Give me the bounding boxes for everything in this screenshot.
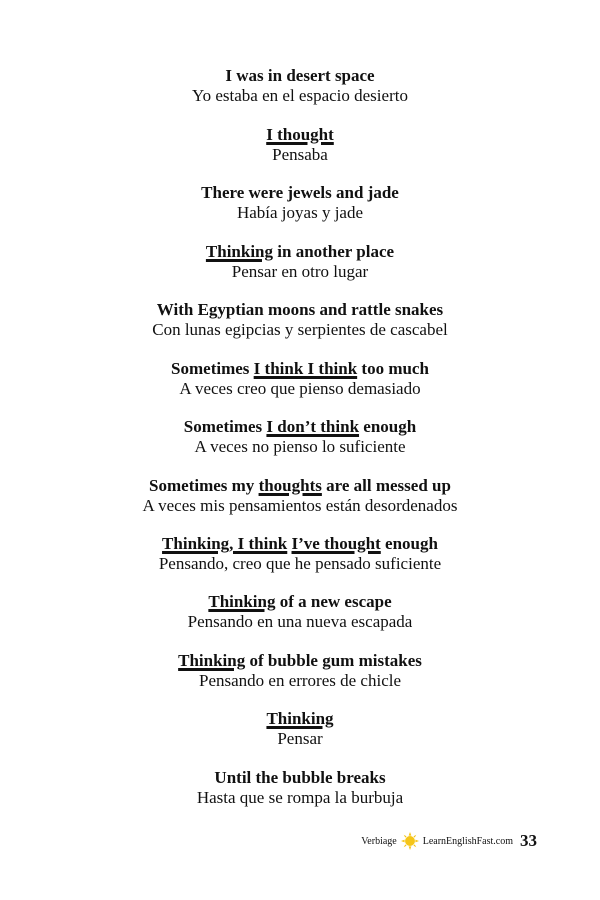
stanza: [0, 534, 600, 574]
spanish-translation: Hasta que se rompa la burbuja: [196, 788, 404, 807]
spanish-translation: Pensando, creo que he pensado suficiente: [158, 554, 442, 573]
english-line: [0, 709, 600, 729]
footer-website: LearnEnglishFast.com: [422, 835, 513, 847]
underlined-phrase: Thinking: [205, 242, 274, 261]
spanish-translation: Había joyas y jade: [236, 203, 364, 222]
spanish-translation: Pensando en errores de chicle: [198, 671, 402, 690]
underlined-phrase: I think I think: [253, 359, 358, 378]
underlined-phrase: Thinking: [266, 709, 334, 728]
spanish-translation: A veces creo que pienso demasiado: [179, 379, 421, 398]
spanish-translation: A veces mis pensamientos están desordenados: [142, 496, 458, 515]
spanish-translation: Pensar en otro lugar: [231, 262, 369, 281]
underlined-phrase: I thought: [266, 125, 334, 144]
english-line: [0, 66, 600, 86]
line-text: I was in desert space: [225, 66, 375, 85]
line-text: in another place: [273, 242, 395, 261]
stanza: [0, 417, 600, 457]
stanza: [0, 592, 600, 632]
stanza: [0, 66, 600, 106]
underlined-phrase: Thinking: [208, 592, 276, 611]
stanza: [0, 709, 600, 749]
stanza: [0, 183, 600, 223]
stanza: [0, 359, 600, 399]
english-line: [0, 183, 600, 203]
underlined-phrase: I’ve thought: [291, 534, 381, 553]
english-line: [0, 417, 600, 437]
spanish-translation: A veces no pienso lo suficiente: [194, 437, 406, 456]
english-line: [0, 300, 600, 320]
english-line: [0, 534, 600, 554]
underlined-phrase: Thinking, I think: [162, 534, 288, 553]
spanish-translation: Pensaba: [272, 145, 328, 164]
line-text: With Egyptian moons and rattle snakes: [156, 300, 444, 319]
english-line: [0, 476, 600, 496]
spanish-translation: Pensar: [277, 729, 323, 748]
stanza: [0, 300, 600, 340]
english-line: [0, 651, 600, 671]
line-text: enough: [359, 417, 417, 436]
sun-logo-icon: [401, 832, 419, 850]
stanza: [0, 768, 600, 808]
english-line: [0, 125, 600, 145]
stanza: [0, 242, 600, 282]
underlined-phrase: I don’t think: [266, 417, 360, 436]
line-text: too much: [357, 359, 429, 378]
line-text: of bubble gum mistakes: [245, 651, 422, 670]
stanza: [0, 651, 600, 691]
spanish-translation: Pensando en una nueva escapada: [187, 612, 413, 631]
underlined-phrase: thoughts: [258, 476, 322, 495]
line-text: of a new escape: [275, 592, 392, 611]
line-text: Until the bubble breaks: [214, 768, 386, 787]
line-text: Sometimes: [171, 359, 254, 378]
underlined-phrase: Thinking: [178, 651, 246, 670]
footer-verbiage: Verbiage: [361, 835, 397, 847]
english-line: [0, 242, 600, 262]
line-text: are all messed up: [321, 476, 451, 495]
stanza: [0, 476, 600, 516]
line-text: Sometimes my: [149, 476, 259, 495]
line-text: There were jewels and jade: [201, 183, 399, 202]
footer: [361, 829, 537, 853]
english-line: [0, 359, 600, 379]
english-line: [0, 768, 600, 788]
english-line: [0, 592, 600, 612]
page-number: 33: [520, 831, 537, 850]
spanish-translation: Yo estaba en el espacio desierto: [192, 86, 408, 105]
stanza: [0, 125, 600, 165]
line-text: enough: [380, 534, 438, 553]
line-text: Sometimes: [183, 417, 267, 436]
spanish-translation: Con lunas egipcias y serpientes de cascabel: [152, 320, 448, 339]
